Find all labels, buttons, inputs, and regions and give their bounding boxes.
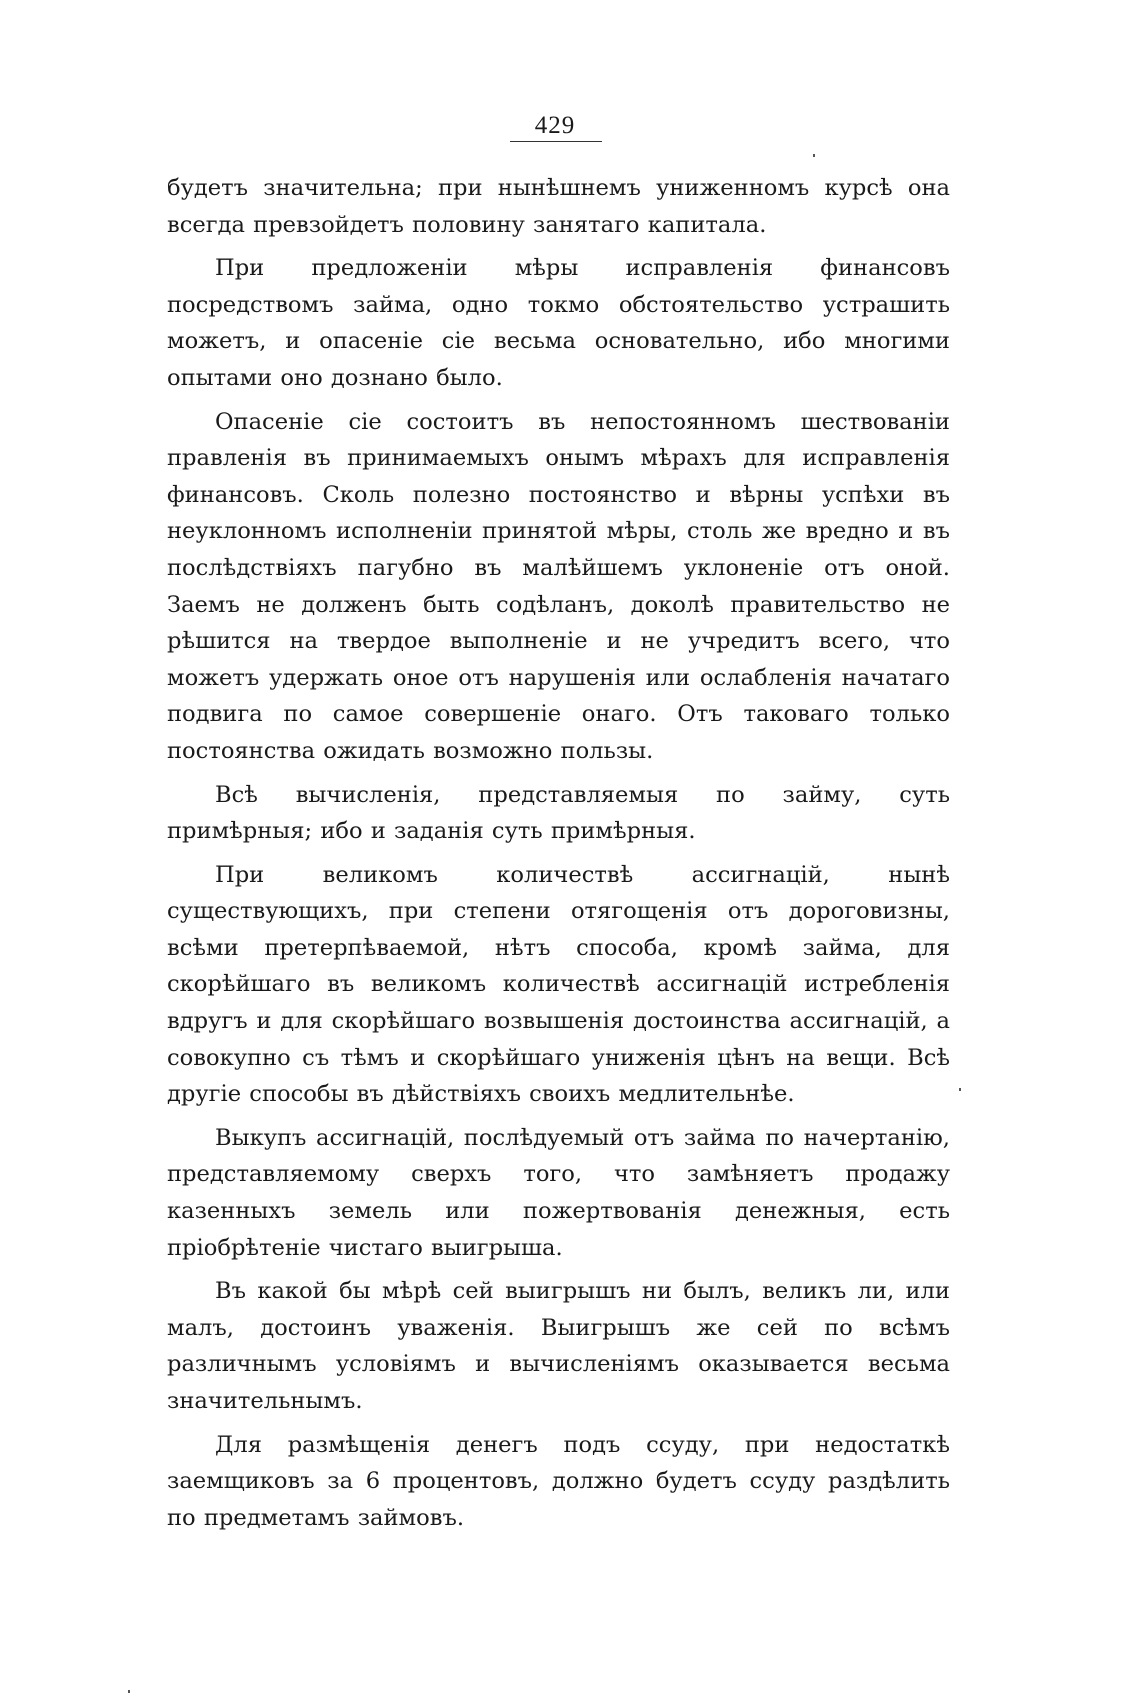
page-number: 429 — [534, 112, 576, 139]
paragraph: Въ какой бы мѣрѣ сей выигрышъ ни былъ, великъ ли, или малъ, достоинъ уваженія. Выигрышъ же сей по всѣмъ различнымъ условіямъ и вычисленіямъ оказывается весьма значительнымъ. — [167, 1278, 950, 1414]
paragraph: При великомъ количествѣ ассигнацій, нынѣ существующихъ, при степени отягощенія отъ дороговизны, всѣми претерпѣваемой, нѣтъ способа, кромѣ займа, для скорѣйшаго въ великомъ количествѣ ассигнацій истребленія вдругъ и для скорѣйшаго возвышенія достоинства ассигнацій, а совокупно съ тѣмъ и скорѣйшаго униженія цѣнъ на вещи. Всѣ другіе способы въ дѣйствіяхъ своихъ медлительнѣе. — [167, 861, 950, 1108]
paragraph: Всѣ вычисленія, представляемыя по займу, суть примѣрныя; ибо и заданія суть примѣрныя. — [167, 781, 950, 845]
paragraph: Выкупъ ассигнацій, послѣдуемый отъ займа по начертанію, представляемому сверхъ того, что замѣняетъ продажу казенныхъ земель или пожертвованія денежныя, есть пріобрѣтеніе чистаго выигрыша. — [167, 1124, 950, 1261]
page-number-rule — [510, 141, 602, 142]
paragraph: Для размѣщенія денегъ подъ ссуду, при недостаткѣ заемщиковъ за 6 процентовъ, должно будетъ ссуду раздѣлить по предметамъ займовъ. — [167, 1431, 950, 1531]
scan-speck — [959, 1088, 961, 1091]
paragraph: Опасеніе сіе состоитъ въ непостоянномъ шествованіи правленія въ принимаемыхъ онымъ мѣрахъ для исправленія финансовъ. Сколь полезно постоянство и вѣрны успѣхи въ неуклонномъ исполненіи принятой мѣры, столь же вредно и въ послѣдствіяхъ пагубно въ малѣйшемъ уклоненіе отъ оной. Заемъ не долженъ быть содѣланъ, доколѣ правительство не рѣшится на твердое выполненіе и не учредитъ всего, что можетъ удержать оное отъ нарушенія или ослабленія начатаго подвига по самое совершеніе онаго. Отъ таковаго только постоянства ожидать возможно пользы. — [167, 408, 950, 764]
scan-speck — [128, 1690, 130, 1693]
scan-speck — [813, 154, 815, 157]
paragraph: будетъ значительна; при нынѣшнемъ униженномъ курсѣ она всегда превзойдетъ половину занятаго капитала. — [167, 175, 950, 238]
body-text — [167, 170, 950, 1543]
paragraph: При предложеніи мѣры исправленія финансовъ посредствомъ займа, одно токмо обстоятельство устрашить можетъ, и опасеніе сіе весьма основательно, ибо многими опытами оно дознано было. — [167, 255, 950, 391]
